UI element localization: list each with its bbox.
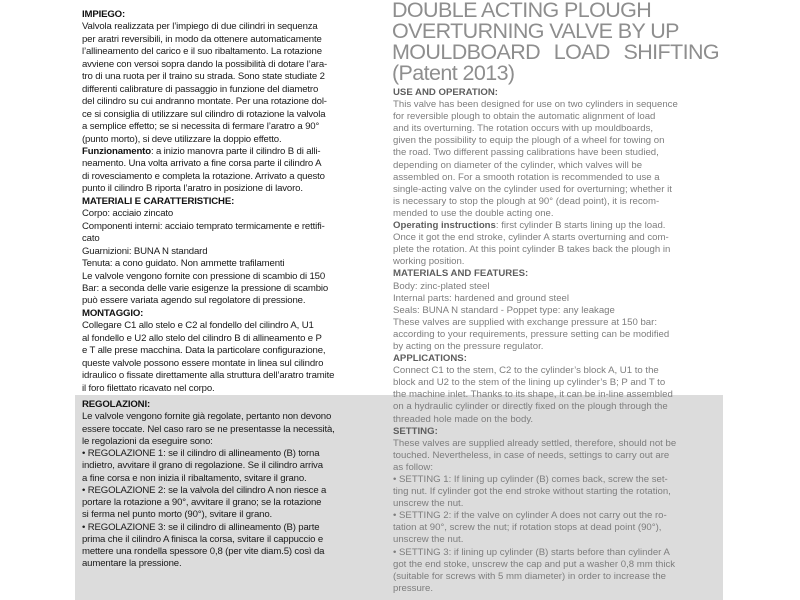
text-line: [82, 146, 334, 158]
text-line: avviene con versoi sopra dando la possibilità di dotare l’ara-: [82, 58, 328, 70]
section-heading: APPLICATIONS:: [393, 353, 467, 365]
text-line: Componenti interni: acciaio temprato termicamente e rettifi-: [82, 220, 325, 232]
text-line: touched. Nevertheless, in case of needs, settings to carry out are: [393, 449, 670, 461]
text-line: Bar: a seconda delle varie esigenze la pressione di scambio: [82, 282, 329, 294]
text-line: These valves are supplied already settled, therefore, should not be: [393, 437, 677, 449]
text-line: according to your requirements, pressure setting can be modified: [393, 328, 670, 340]
text-line: portare la rotazione a 90°, avvitare il grano; se la rotazione: [82, 497, 322, 508]
text-line: idraulico o fissate direttamente alla struttura dell’aratro tramite: [82, 370, 335, 382]
text-line: di rovesciamento e completa la rotazione. Arrivato a questo: [82, 170, 325, 182]
text-line: These valves are supplied with exchange pressure at 150 bar:: [393, 316, 657, 328]
text-run: : a inizio manovra parte il cilindro B di alli-: [150, 145, 321, 157]
text-line: Connect C1 to the stem, C2 to the cylinder’s block A, U1 to the: [393, 365, 659, 377]
text-line: pressure.: [393, 582, 433, 594]
text-line: as follow:: [393, 461, 433, 473]
english-column: [393, 87, 678, 595]
text-line: tation at 90°, screw the nut; if rotation stops at dead point (90°),: [393, 522, 662, 534]
text-line: Le valvole vengono fornite con pressione di scambio di 150: [82, 270, 326, 282]
text-line: unscrew the nut.: [393, 534, 464, 546]
title-line: (Patent 2013): [392, 61, 515, 85]
text-line: working position.: [393, 256, 465, 268]
text-line: Seals: BUNA N standard - Poppet type: any leakage: [393, 304, 615, 316]
italian-column-regolazioni: [82, 399, 335, 571]
text-line: • SETTING 3: if lining up cylinder (B) starts before than cylinder A: [393, 546, 670, 558]
text-line: is necessary to stop the plough at 90° (dead point), it is recom-: [393, 195, 660, 207]
text-line: si ferma nel punto morto (90°), svitare il grano.: [82, 509, 273, 521]
text-line: aumentare la pressione.: [82, 558, 182, 570]
text-line: This valve has been designed for use on two cylinders in sequence: [393, 99, 678, 111]
title-line: DOUBLE ACTING PLOUGH: [392, 0, 652, 22]
text-line: • SETTING 2: if the valve on cylinder A does not carry out the ro-: [393, 510, 667, 522]
title-line: OVERTURNING VALVE BY UP: [392, 19, 679, 43]
section-heading: IMPIEGO:: [82, 9, 126, 20]
text-line: neamento. Una volta arrivato a fine corsa parte il cilindro A: [82, 158, 322, 170]
text-line: • REGOLAZIONE 2: se la valvola del cilindro A non riesce a: [82, 484, 327, 496]
text-line: on a hydraulic cylinder or directly fixed on the plough through the: [393, 401, 668, 413]
text-line: (suitable for screws with 5 mm diameter) in order to increase the: [393, 570, 666, 582]
text-line: cato: [82, 233, 100, 245]
text-line: and its overturning. The rotation occurs with up mouldboards,: [393, 123, 654, 135]
text-line: a semplice effetto; se si necessita di fermare l’aratro a 90°: [82, 121, 320, 133]
bold-label: Operating instructions: [393, 220, 496, 232]
text-line: Collegare C1 allo stelo e C2 al fondello del cilindro A, U1: [82, 320, 314, 332]
text-line: Once it got the end stroke, cylinder A starts overturning and com-: [393, 232, 669, 244]
text-line: prima che il cilindro A finisca la corsa, svitare il cappuccio e: [82, 533, 324, 545]
section-heading: SETTING:: [393, 425, 438, 437]
text-line: ting nut. If cylinder got the end stroke without starting the rotation,: [393, 486, 671, 498]
text-line: • REGOLAZIONE 3: se il cilindro di allineamento (B) parte: [82, 521, 320, 533]
bold-label: Funzionamento: [82, 145, 151, 157]
text-line: (punto morto), si deve utilizzare la doppio effetto.: [82, 133, 282, 145]
text-line: [393, 220, 678, 232]
text-line: got the end stoke, unscrew the cap and put a washer 0,8 mm thick: [393, 558, 676, 570]
text-line: e T alle prese macchina. Data la particolare configurazione,: [82, 345, 326, 357]
text-line: per aratri reversibili, in modo da ottenere automaticamente: [82, 33, 322, 45]
text-line: single-acting valve on the cylinder used for overturning; whether it: [393, 183, 672, 195]
text-run: : first cylinder B starts lining up the load.: [495, 220, 666, 232]
text-line: differenti calibrature di passaggio in funzione del diametro: [82, 83, 319, 95]
text-line: mended to use the double acting one.: [393, 207, 554, 219]
section-heading: MATERIALS AND FEATURES:: [393, 268, 529, 280]
text-line: the machine inlet. Thanks to its shape, it can be in-line assembled: [393, 389, 673, 401]
text-line: mettere una rondella spessore 0,8 (per vite diam.5) così da: [82, 546, 325, 557]
text-line: Corpo: acciaio zincato: [82, 208, 174, 220]
text-line: a fine corsa e non inizia il ribaltamento, svitare il grano.: [82, 472, 307, 484]
text-line: del cilindro su cui andranno montate. Per una rotazione dol-: [82, 96, 327, 108]
section-heading: USE AND OPERATION:: [393, 87, 499, 98]
text-line: depending on diameter of the cylinder, which valves will be: [393, 159, 643, 171]
title-line: MOULDBOARD LOAD SHIFTING: [392, 40, 719, 64]
text-line: Guarnizioni: BUNA N standard: [82, 245, 208, 257]
text-line: Valvola realizzata per l’impiego di due cilindri in sequenza: [82, 21, 318, 33]
text-line: Internal parts: hardened and ground steel: [393, 292, 570, 304]
text-line: ce si consiglia di utilizzare sul cilindro di rotazione la valvola: [82, 108, 326, 120]
text-line: indietro, avvitare il grano di regolazione. Se il cilindro arriva: [82, 460, 323, 472]
text-line: può essere variata agendo sul regolatore di pressione.: [82, 295, 306, 307]
text-line: il foro filettato ricavato nel corpo.: [82, 382, 215, 394]
text-line: for reversible plough to obtain the automatic alignment of load: [393, 111, 656, 123]
text-line: Le valvole vengono fornite già regolate, pertanto non devono: [82, 411, 332, 423]
text-line: given the possibility to equip the plough of a wheel for towing on: [393, 135, 665, 147]
text-line: essere toccate. Nel caso raro se ne presentasse la necessità,: [82, 423, 335, 435]
text-line: • REGOLAZIONE 1: se il cilindro di allineamento (B) torna: [82, 448, 320, 459]
text-line: le regolazioni da eseguire sono:: [82, 435, 213, 447]
section-heading: MONTAGGIO:: [82, 307, 144, 319]
document-title: [392, 0, 719, 84]
text-line: Body: zinc-plated steel: [393, 280, 490, 292]
text-line: queste valvole possono essere montate in linea sul cilindro: [82, 357, 324, 369]
italian-column-top: [82, 9, 334, 395]
text-line: al fondello e U2 allo stelo del cilindro B di allineamento e P: [82, 332, 322, 344]
text-line: by acting on the pressure regulator.: [393, 340, 544, 352]
section-heading: REGOLAZIONI:: [82, 399, 151, 410]
text-line: the road. Two different passing calibrations have been studied,: [393, 147, 659, 159]
text-line: punto il cilindro B riporta l’aratro in posizione di lavoro.: [82, 183, 303, 195]
text-line: Tenuta: a cono guidato. Non ammette trafilamenti: [82, 258, 285, 270]
text-line: plete the rotation. At this point cylinder B takes back the plough in: [393, 244, 671, 256]
text-line: block and U2 to the stem of the lining up cylinder’s B; P and T to: [393, 377, 666, 389]
text-line: unscrew the nut.: [393, 498, 464, 510]
text-line: • SETTING 1: If lining up cylinder (B) comes back, screw the set-: [393, 474, 668, 485]
text-line: l’allineamento del carico e il suo ribaltamento. La rotazione: [82, 46, 322, 58]
text-line: threaded hole made on the body.: [393, 413, 534, 425]
text-line: tro di una ruota per il traino su strada. Sono state studiate 2: [82, 71, 325, 83]
text-line: assembled on. For a smooth rotation is recommended to use a: [393, 171, 660, 183]
section-heading: MATERIALI E CARATTERISTICHE:: [82, 195, 235, 207]
